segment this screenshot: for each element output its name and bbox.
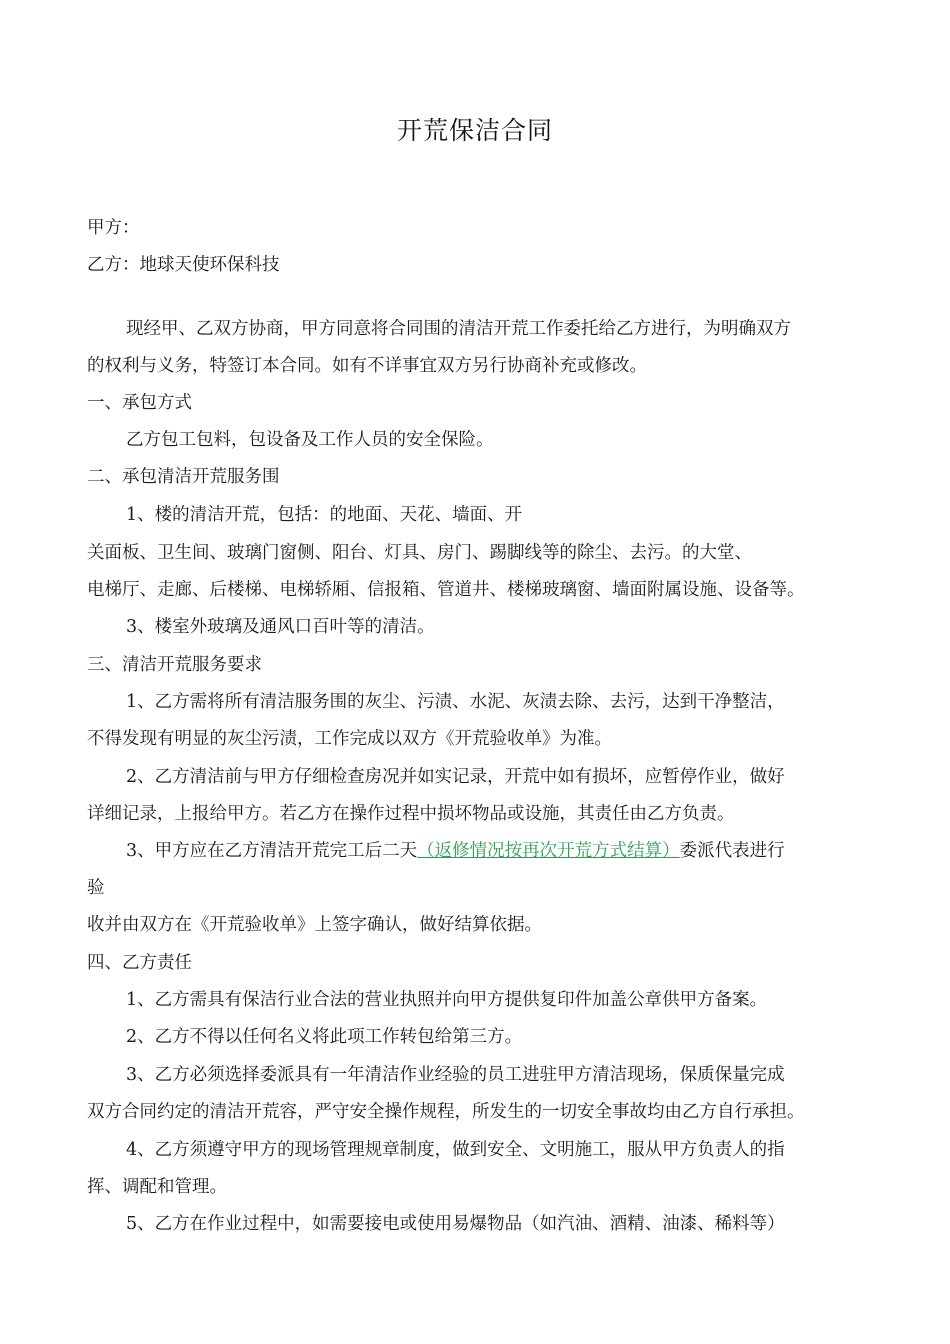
section-4-item-4: 4、乙方须遵守甲方的现场管理规章制度，做到安全、文明施工，服从甲方负责人的指 <box>126 1140 785 1160</box>
section-4-item-4-cont: 挥、调配和管理。 <box>87 1177 227 1197</box>
section-4-item-3-cont: 双方合同约定的清洁开荒容，严守安全操作规程，所发生的一切安全事故均由乙方自行承担。 <box>87 1102 805 1122</box>
section-4-item-2: 2、乙方不得以任何名义将此项工作转包给第三方。 <box>126 1027 523 1047</box>
party-b-line: 乙方：地球天使环保科技 <box>87 255 280 275</box>
section-3-item-3-cont-1: 验 <box>87 878 105 898</box>
section-3-item-3-cont-2: 收并由双方在《开荒验收单》上签字确认，做好结算依据。 <box>87 915 542 935</box>
document-title: 开荒保洁合同 <box>396 116 553 145</box>
party-a-line: 甲方： <box>87 218 140 238</box>
section-4-item-5: 5、乙方在作业过程中，如需要接电或使用易爆物品（如汽油、酒精、油漆、稀料等） <box>126 1214 785 1234</box>
section-1-paragraph: 乙方包工包料，包设备及工作人员的安全保险。 <box>126 430 494 450</box>
section-3-item-3-part-a: 3、甲方应在乙方清洁开荒完工后二天 <box>126 841 418 861</box>
section-3-item-2-cont: 详细记录，上报给甲方。若乙方在操作过程中损坏物品或设施，其责任由乙方负责。 <box>87 804 735 824</box>
section-2-item-3: 3、楼室外玻璃及通风口百叶等的清洁。 <box>126 617 435 637</box>
section-4-item-3: 3、乙方必须选择委派具有一年清洁作业经验的员工进驻甲方清洁现场，保质保量完成 <box>126 1065 785 1085</box>
section-1-heading: 一、承包方式 <box>87 393 192 413</box>
section-3-heading: 三、清洁开荒服务要求 <box>87 655 262 675</box>
section-2-item-1-cont-2: 电梯厅、走廊、后楼梯、电梯轿厢、信报箱、管道井、楼梯玻璃窗、墙面附属设施、设备等。 <box>87 580 805 600</box>
section-3-item-3 <box>126 839 785 863</box>
section-3-item-3-part-b: 委派代表进行 <box>679 841 785 861</box>
section-4-heading: 四、乙方责任 <box>87 953 192 973</box>
intro-line-1: 现经甲、乙双方协商，甲方同意将合同围的清洁开荒工作委托给乙方进行，为明确双方 <box>126 319 791 339</box>
section-2-heading: 二、承包清洁开荒服务围 <box>87 467 280 487</box>
section-2-item-1: 1、楼的清洁开荒，包括：的地面、天花、墙面、开 <box>126 505 523 525</box>
settlement-note: （返修情况按再次开荒方式结算） <box>417 841 680 861</box>
section-4-item-1: 1、乙方需具有保洁行业合法的营业执照并向甲方提供复印件加盖公章供甲方备案。 <box>126 990 768 1010</box>
section-3-item-2: 2、乙方清洁前与甲方仔细检查房况并如实记录，开荒中如有损坏，应暂停作业，做好 <box>126 767 785 787</box>
section-3-item-1: 1、乙方需将所有清洁服务围的灰尘、污渍、水泥、灰渍去除、去污，达到干净整洁， <box>126 692 785 712</box>
intro-line-2: 的权利与义务，特签订本合同。如有不详事宜双方另行协商补充或修改。 <box>87 356 647 376</box>
section-3-item-1-cont: 不得发现有明显的灰尘污渍，工作完成以双方《开荒验收单》为准。 <box>87 729 612 749</box>
section-2-item-1-cont-1: 关面板、卫生间、玻璃门窗侧、阳台、灯具、房门、踢脚线等的除尘、去污。的大堂、 <box>87 543 752 563</box>
